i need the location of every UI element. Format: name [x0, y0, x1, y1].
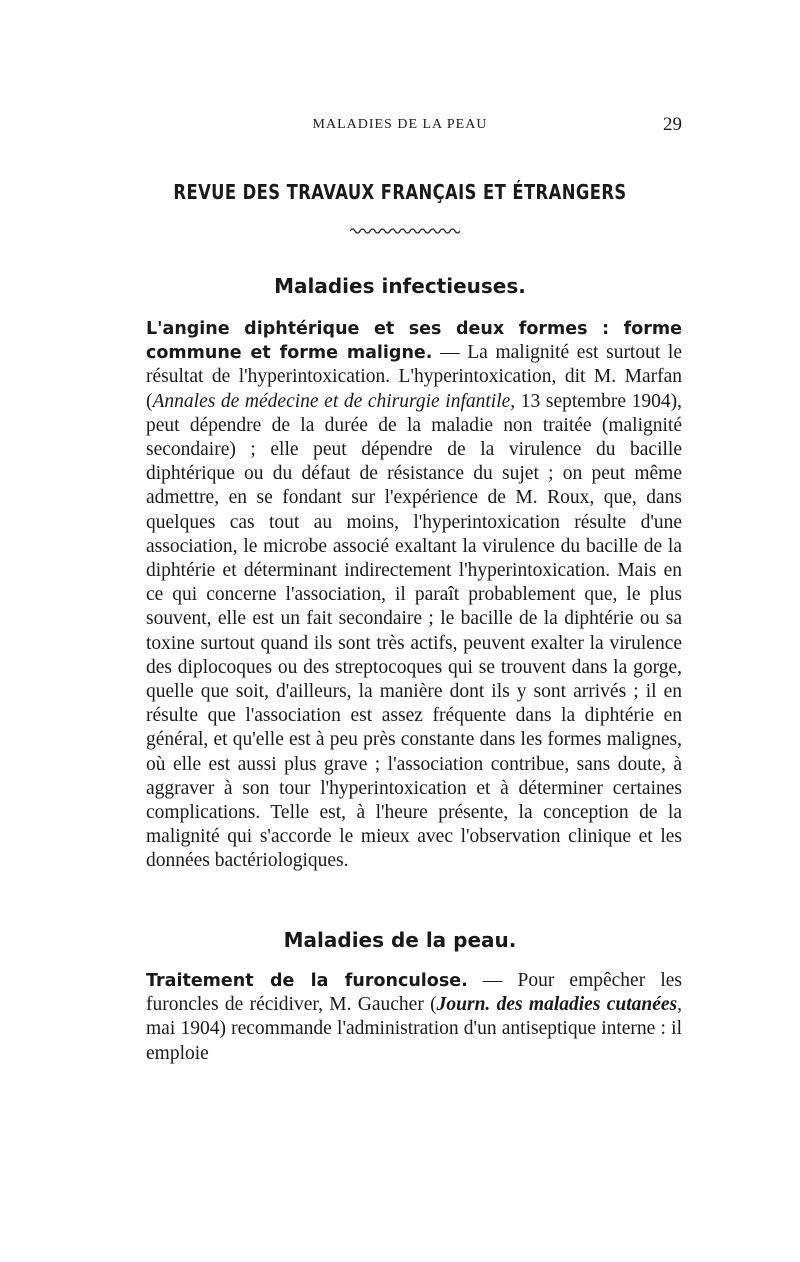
article-text: — Pour empêcher les furoncles de récidiver, M. Gaucher (	[146, 970, 682, 1016]
page-number: 29	[663, 114, 682, 135]
article-lead: L'angine diphtérique et ses deux formes : forme commune et forme maligne.	[146, 319, 682, 364]
article-text: — La malignité est surtout le résultat de l'hyperintoxication. L'hyperintoxication, dit M. Marfan (	[146, 342, 683, 412]
citation: Journ. des maladies cutanées	[436, 994, 678, 1016]
article-furunculosis	[118, 969, 682, 1066]
running-title: MALADIES DE LA PEAU	[312, 117, 488, 132]
section-heading-skin: Maladies de la peau.	[283, 928, 517, 952]
main-title: REVUE DES TRAVAUX FRANÇAIS ET ÉTRANGERS	[173, 180, 627, 204]
article-text: , mai 1904) recommande l'administration d'un antiseptique interne : il emploie	[146, 994, 682, 1064]
article-diphtheria	[118, 317, 682, 874]
article-lead: Traitement de la furonculose.	[146, 971, 468, 991]
citation: Annales de médecine et de chirurgie infantile	[152, 390, 511, 412]
section-heading-infectious: Maladies infectieuses.	[274, 274, 526, 298]
wavy-rule-ornament	[350, 226, 460, 236]
running-head	[118, 114, 682, 138]
article-text: , 13 septembre 1904), peut dépendre de la durée de la maladie non traitée (malignité secondaire) ; elle peut dépendre de la virulence du bacille diphtérique ou du défaut de résistance du sujet ; on peut même admettre, en se fondant sur l'expérience de M. Roux, que, dans quelques cas tout au moins, l'hyperintoxication résulte d'une association, le microbe associé exaltant la virulence du bacille de la diphtérie et déterminant indirectement l'hyperintoxication. Mais en ce qui concerne l'association, il paraît probablement que, le plus souvent, elle est un fait secondaire ; le bacille de la diphtérie ou sa toxine surtout quand ils sont très actifs, peuvent exalter la virulence des diplocoques ou des streptocoques qui se trouvent dans la gorge, quelle que soit, d'ailleurs, la manière dont ils y sont arrivés ; il en résulte que l'association est assez fréquente dans la diphtérie en général, et qu'elle est à peu près constante dans les formes malignes, où elle est aussi plus grave ; l'association contribue, sans doute, à aggraver à son tour l'hyperintoxication et à déterminer certaines complications. Telle est, à l'heure présente, la conception de la malignité qui s'accorde le mieux avec l'observation clinique et les données bactériologiques.	[146, 390, 682, 872]
